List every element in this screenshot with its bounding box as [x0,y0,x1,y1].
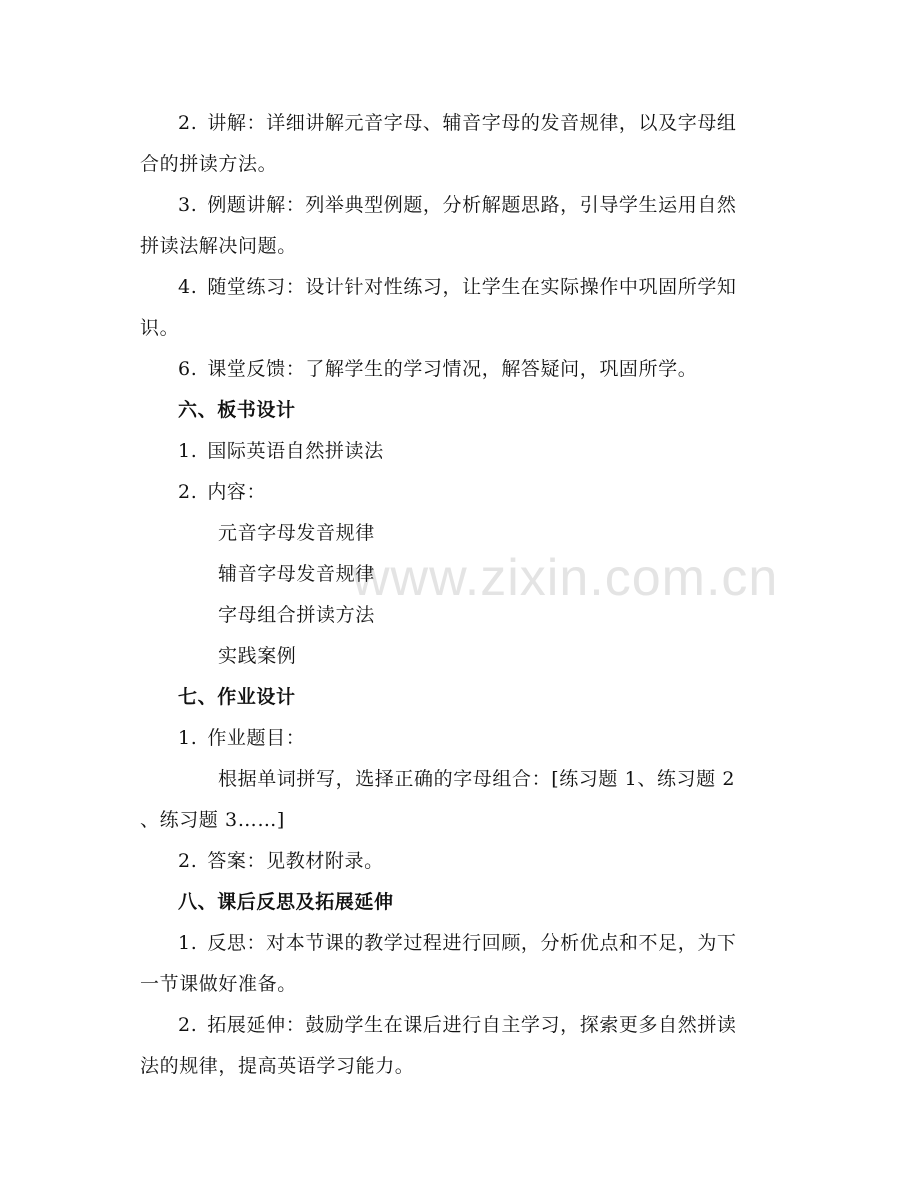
step-4-number: 4. [178,276,198,298]
step-6-text: 课堂反馈：了解学生的学习情况，解答疑问，巩固所学。 [207,358,698,380]
homework-item-2-number: 2. [178,850,198,872]
reflection-item-1-number: 1. [178,932,198,954]
board-item-1-number: 1. [178,440,198,462]
step-4-text: 随堂练习：设计针对性练习，让学生在实际操作中巩固所学知 [207,276,737,298]
reflection-item-1-text: 反思：对本节课的教学过程进行回顾，分析优点和不足，为下 [207,932,737,954]
reflection-item-1-line-2: 一节课做好准备。 [140,973,297,995]
reflection-item-2-text: 拓展延伸：鼓励学生在课后进行自主学习，探索更多自然拼读 [207,1014,737,1036]
homework-task-line-1: 根据单词拼写，选择正确的字母组合：[练习题 1、练习题 2 [218,768,736,790]
reflection-item-1-line-1 [178,931,737,955]
step-2-line-1 [178,111,737,135]
section-7-heading: 七、作业设计 [178,686,296,708]
step-3-number: 3. [178,194,198,216]
reflection-item-2-line-2: 法的规律，提高英语学习能力。 [140,1055,415,1077]
board-content-4: 实践案例 [218,645,297,667]
step-3-text: 例题讲解：列举典型例题，分析解题思路，引导学生运用自然 [207,194,737,216]
board-content-3: 字母组合拼读方法 [218,604,375,626]
step-6-line-1 [178,357,697,381]
step-3-line-1 [178,193,737,217]
step-6-number: 6. [178,358,198,380]
board-content-1: 元音字母发音规律 [218,522,375,544]
homework-item-1 [178,726,305,750]
board-item-2-text: 内容： [207,481,267,503]
step-2-line-2: 合的拼读方法。 [140,153,278,175]
board-content-2: 辅音字母发音规律 [218,563,375,585]
step-2-text: 讲解：详细讲解元音字母、辅音字母的发音规律，以及字母组 [207,112,737,134]
board-item-2-number: 2. [178,481,198,503]
step-4-line-2: 识。 [140,317,180,339]
board-item-2 [178,480,266,504]
homework-item-1-number: 1. [178,727,198,749]
homework-task-line-2: 、练习题 3……] [140,809,285,831]
step-3-line-2: 拼读法解决问题。 [140,235,297,257]
watermark: www.zixin.com.cn [352,549,779,607]
section-8-heading: 八、课后反思及拓展延伸 [178,891,394,913]
reflection-item-2-line-1 [178,1013,737,1037]
reflection-item-2-number: 2. [178,1014,198,1036]
board-item-1-text: 国际英语自然拼读法 [207,440,384,462]
homework-item-2 [178,849,384,873]
step-4-line-1 [178,275,737,299]
homework-item-2-text: 答案：见教材附录。 [207,850,384,872]
section-6-heading: 六、板书设计 [178,399,296,421]
homework-item-1-text: 作业题目： [207,727,306,749]
step-2-number: 2. [178,112,198,134]
board-item-1 [178,439,384,463]
